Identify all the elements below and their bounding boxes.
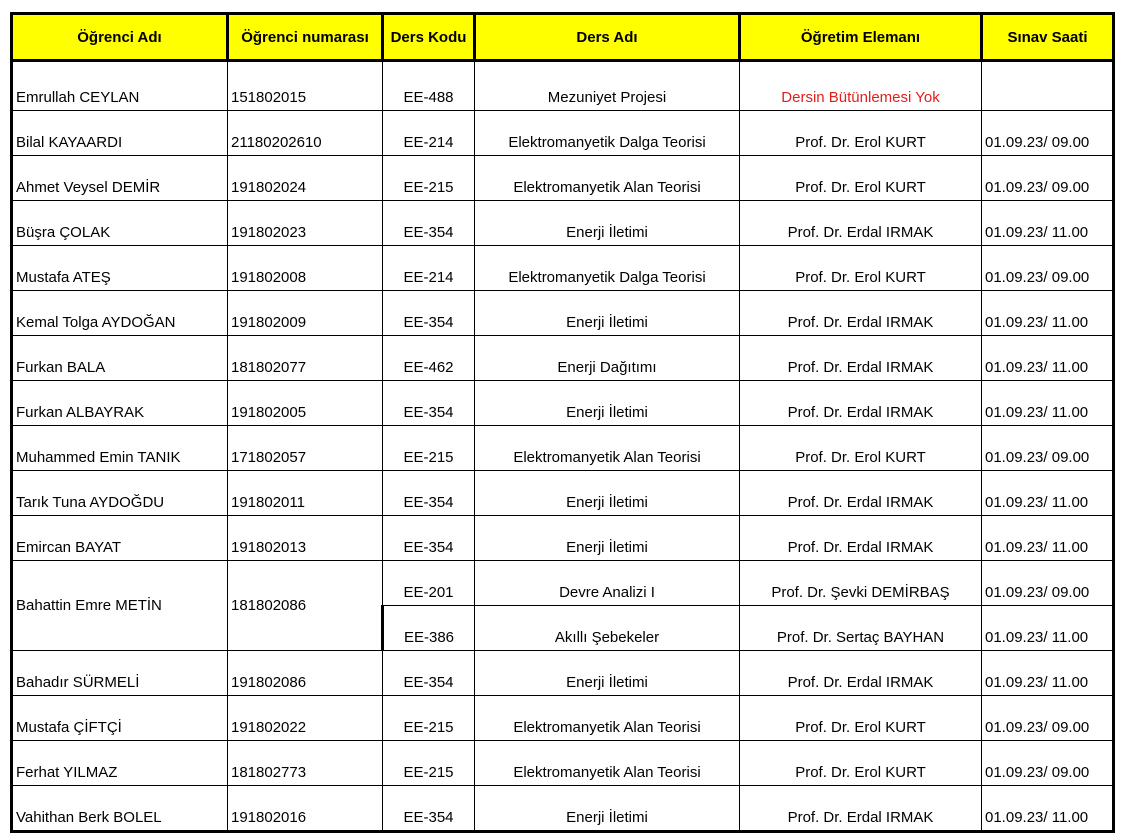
table-row <box>12 471 1114 516</box>
instructor-cell: Prof. Dr. Erol KURT <box>740 426 982 471</box>
student-number-cell: 181802086 <box>228 561 383 651</box>
exam-time-cell: 01.09.23/ 09.00 <box>982 696 1114 741</box>
course-name-cell: Enerji İletimi <box>475 201 740 246</box>
course-code-cell: EE-215 <box>383 696 475 741</box>
course-code-cell: EE-215 <box>383 741 475 786</box>
exam-time-cell: 01.09.23/ 09.00 <box>982 741 1114 786</box>
table-row <box>12 696 1114 741</box>
instructor-cell: Prof. Dr. Erol KURT <box>740 246 982 291</box>
table-row <box>12 786 1114 832</box>
course-code-cell: EE-386 <box>383 606 475 651</box>
course-name-cell: Elektromanyetik Alan Teorisi <box>475 156 740 201</box>
course-name-cell: Elektromanyetik Dalga Teorisi <box>475 246 740 291</box>
exam-time-cell: 01.09.23/ 11.00 <box>982 291 1114 336</box>
table-row <box>12 741 1114 786</box>
course-name-cell: Mezuniyet Projesi <box>475 61 740 111</box>
course-name-cell: Enerji İletimi <box>475 291 740 336</box>
exam-time-cell: 01.09.23/ 11.00 <box>982 201 1114 246</box>
course-code-cell: EE-354 <box>383 651 475 696</box>
student-number-cell: 191802009 <box>228 291 383 336</box>
table-row <box>12 561 1114 606</box>
instructor-cell: Prof. Dr. Erol KURT <box>740 156 982 201</box>
course-code-cell: EE-215 <box>383 426 475 471</box>
instructor-cell: Prof. Dr. Erdal IRMAK <box>740 201 982 246</box>
student-number-cell: 191802016 <box>228 786 383 832</box>
student-number-cell: 191802008 <box>228 246 383 291</box>
exam-time-cell: 01.09.23/ 11.00 <box>982 606 1114 651</box>
student-name-cell: Büşra ÇOLAK <box>12 201 228 246</box>
header-student-number: Öğrenci numarası <box>228 14 383 61</box>
instructor-cell: Dersin Bütünlemesi Yok <box>740 61 982 111</box>
instructor-cell: Prof. Dr. Erol KURT <box>740 111 982 156</box>
header-instructor: Öğretim Elemanı <box>740 14 982 61</box>
student-number-cell: 191802011 <box>228 471 383 516</box>
table-row <box>12 111 1114 156</box>
exam-time-cell: 01.09.23/ 09.00 <box>982 426 1114 471</box>
instructor-cell: Prof. Dr. Erol KURT <box>740 741 982 786</box>
student-number-cell: 151802015 <box>228 61 383 111</box>
course-name-cell: Elektromanyetik Alan Teorisi <box>475 741 740 786</box>
course-code-cell: EE-214 <box>383 111 475 156</box>
instructor-cell: Prof. Dr. Erol KURT <box>740 696 982 741</box>
student-name-cell: Furkan BALA <box>12 336 228 381</box>
instructor-cell: Prof. Dr. Erdal IRMAK <box>740 786 982 832</box>
course-code-cell: EE-201 <box>383 561 475 606</box>
exam-time-cell: 01.09.23/ 09.00 <box>982 246 1114 291</box>
student-number-cell: 191802024 <box>228 156 383 201</box>
student-number-cell: 191802086 <box>228 651 383 696</box>
exam-schedule-table <box>10 12 1115 833</box>
course-code-cell: EE-354 <box>383 381 475 426</box>
student-name-cell: Muhammed Emin TANIK <box>12 426 228 471</box>
student-name-cell: Furkan ALBAYRAK <box>12 381 228 426</box>
instructor-cell: Prof. Dr. Erdal IRMAK <box>740 516 982 561</box>
table-row <box>12 516 1114 561</box>
course-code-cell: EE-354 <box>383 516 475 561</box>
course-code-cell: EE-354 <box>383 201 475 246</box>
table-row <box>12 651 1114 696</box>
student-name-cell: Emircan BAYAT <box>12 516 228 561</box>
course-name-cell: Elektromanyetik Alan Teorisi <box>475 426 740 471</box>
student-number-cell: 191802013 <box>228 516 383 561</box>
student-name-cell: Ahmet Veysel DEMİR <box>12 156 228 201</box>
exam-time-cell <box>982 61 1114 111</box>
table-row <box>12 426 1114 471</box>
course-code-cell: EE-488 <box>383 61 475 111</box>
course-name-cell: Elektromanyetik Alan Teorisi <box>475 696 740 741</box>
student-number-cell: 181802773 <box>228 741 383 786</box>
course-name-cell: Akıllı Şebekeler <box>475 606 740 651</box>
course-name-cell: Enerji İletimi <box>475 651 740 696</box>
table-row <box>12 201 1114 246</box>
student-name-cell: Vahithan Berk BOLEL <box>12 786 228 832</box>
header-student-name: Öğrenci Adı <box>12 14 228 61</box>
student-name-cell: Tarık Tuna AYDOĞDU <box>12 471 228 516</box>
course-name-cell: Enerji İletimi <box>475 516 740 561</box>
exam-time-cell: 01.09.23/ 11.00 <box>982 786 1114 832</box>
exam-time-cell: 01.09.23/ 09.00 <box>982 111 1114 156</box>
student-name-cell: Bahadır SÜRMELİ <box>12 651 228 696</box>
header-course-code: Ders Kodu <box>383 14 475 61</box>
instructor-cell: Prof. Dr. Erdal IRMAK <box>740 336 982 381</box>
student-number-cell: 191802023 <box>228 201 383 246</box>
table-row <box>12 291 1114 336</box>
course-code-cell: EE-354 <box>383 291 475 336</box>
instructor-cell: Prof. Dr. Erdal IRMAK <box>740 381 982 426</box>
course-name-cell: Enerji İletimi <box>475 381 740 426</box>
instructor-cell: Prof. Dr. Erdal IRMAK <box>740 651 982 696</box>
instructor-cell: Prof. Dr. Erdal IRMAK <box>740 471 982 516</box>
table-row <box>12 336 1114 381</box>
course-name-cell: Enerji İletimi <box>475 471 740 516</box>
exam-time-cell: 01.09.23/ 11.00 <box>982 516 1114 561</box>
exam-time-cell: 01.09.23/ 11.00 <box>982 381 1114 426</box>
exam-time-cell: 01.09.23/ 11.00 <box>982 651 1114 696</box>
table-row <box>12 156 1114 201</box>
student-name-cell: Emrullah CEYLAN <box>12 61 228 111</box>
instructor-cell: Prof. Dr. Şevki DEMİRBAŞ <box>740 561 982 606</box>
header-course-name: Ders Adı <box>475 14 740 61</box>
header-exam-time: Sınav Saati <box>982 14 1114 61</box>
course-code-cell: EE-462 <box>383 336 475 381</box>
student-number-cell: 21180202610 <box>228 111 383 156</box>
header-row <box>12 14 1114 61</box>
student-name-cell: Kemal Tolga AYDOĞAN <box>12 291 228 336</box>
table-row <box>12 61 1114 111</box>
student-number-cell: 191802022 <box>228 696 383 741</box>
student-name-cell: Bilal KAYAARDI <box>12 111 228 156</box>
student-name-cell: Mustafa ATEŞ <box>12 246 228 291</box>
instructor-cell: Prof. Dr. Erdal IRMAK <box>740 291 982 336</box>
course-name-cell: Enerji İletimi <box>475 786 740 832</box>
course-code-cell: EE-354 <box>383 786 475 832</box>
course-code-cell: EE-214 <box>383 246 475 291</box>
course-code-cell: EE-215 <box>383 156 475 201</box>
course-name-cell: Devre Analizi I <box>475 561 740 606</box>
exam-time-cell: 01.09.23/ 09.00 <box>982 156 1114 201</box>
exam-time-cell: 01.09.23/ 09.00 <box>982 561 1114 606</box>
exam-time-cell: 01.09.23/ 11.00 <box>982 471 1114 516</box>
student-name-cell: Ferhat YILMAZ <box>12 741 228 786</box>
instructor-cell: Prof. Dr. Sertaç BAYHAN <box>740 606 982 651</box>
table-row <box>12 246 1114 291</box>
course-name-cell: Elektromanyetik Dalga Teorisi <box>475 111 740 156</box>
student-number-cell: 171802057 <box>228 426 383 471</box>
exam-time-cell: 01.09.23/ 11.00 <box>982 336 1114 381</box>
student-name-cell: Mustafa ÇİFTÇİ <box>12 696 228 741</box>
student-name-cell: Bahattin Emre METİN <box>12 561 228 651</box>
course-name-cell: Enerji Dağıtımı <box>475 336 740 381</box>
table-row <box>12 381 1114 426</box>
student-number-cell: 181802077 <box>228 336 383 381</box>
course-code-cell: EE-354 <box>383 471 475 516</box>
student-number-cell: 191802005 <box>228 381 383 426</box>
